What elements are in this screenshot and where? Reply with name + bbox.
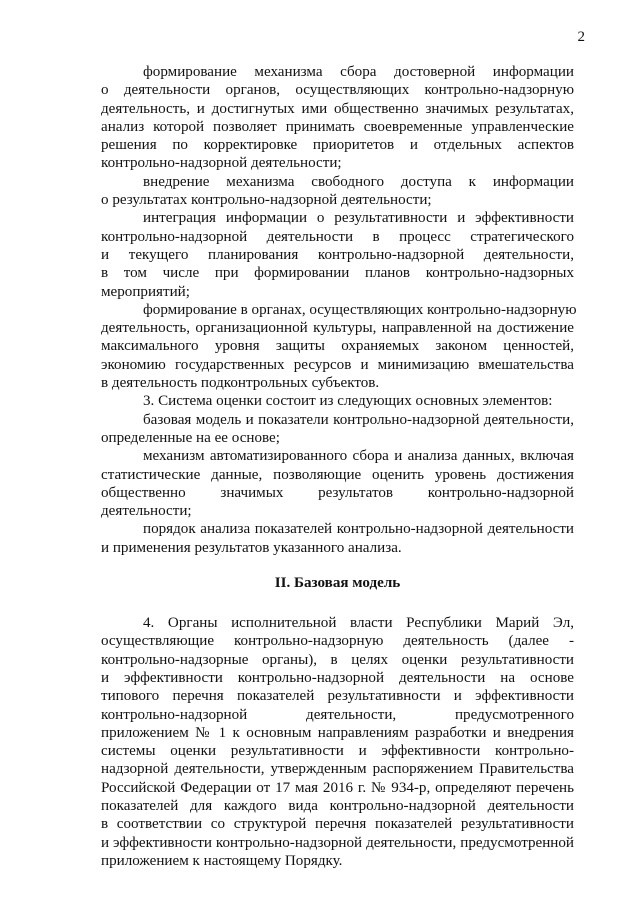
text-line: типового перечня показателей результативности и эффективности (101, 688, 574, 705)
text-line: контрольно-надзорные органы), в целях оценки результативности (101, 651, 574, 668)
text-line: базовая модель и показатели контрольно-надзорной деятельности, (143, 411, 574, 428)
text-line: приложением к настоящему Порядку. (101, 852, 343, 869)
text-line: механизм автоматизированного сбора и анализа данных, включая (143, 448, 574, 465)
paragraph (101, 520, 574, 557)
paragraph (101, 447, 574, 520)
text-line: Российской Федерации от 17 мая 2016 г. № 934-р, определяют перечень (101, 779, 574, 796)
text-line: формирование в органах, осуществляющих контрольно-надзорную (143, 301, 577, 318)
text-line: показателей для каждого вида контрольно-надзорной деятельности (101, 797, 574, 814)
text-line: формирование механизма сбора достоверной информации (143, 64, 574, 80)
text-line: контрольно-надзорной деятельности, предусмотренного (101, 706, 574, 723)
text-line: системы оценки результативности и эффективности контрольно- (101, 743, 574, 760)
text-line: общественно значимых результатов контрольно-надзорной (101, 484, 574, 501)
text-line: деятельность, и достигнутых ими общественно значимых результатах, (101, 100, 574, 117)
text-line: в деятельность подконтрольных субъектов. (101, 375, 380, 392)
paragraph (101, 411, 574, 448)
paragraph (101, 63, 574, 173)
text-line: о результатах контрольно-надзорной деятельности; (101, 192, 432, 209)
text-line: 4. Органы исполнительной власти Республики Марий Эл, (143, 615, 574, 632)
text-line: внедрение механизма свободного доступа к информации (143, 173, 574, 190)
text-line: деятельность, организационной культуры, направленной на достижение (101, 320, 574, 337)
text-line: о деятельности органов, осуществляющих контрольно-надзорную (101, 82, 574, 99)
paragraph (101, 173, 574, 210)
text-line: контрольно-надзорной деятельности в процесс стратегического (101, 228, 574, 245)
text-line: 3. Система оценки состоит из следующих основных элементов: (143, 393, 553, 410)
text-line: статистические данные, позволяющие оценить уровень достижения (101, 466, 574, 483)
section-heading: II. Базовая модель (274, 575, 401, 592)
text-line: порядок анализа показателей контрольно-надзорной деятельности (143, 521, 574, 538)
text-line: контрольно-надзорной деятельности; (101, 155, 342, 172)
text-line: анализ которой позволяет принимать своевременные управленческие (101, 118, 574, 135)
text-line: и текущего планирования контрольно-надзорной деятельности, (101, 246, 574, 263)
document-body (101, 63, 577, 870)
text-line: и применения результатов указанного анализа. (101, 539, 402, 556)
text-line: и эффективности контрольно-надзорной деятельности на основе (101, 669, 574, 686)
paragraph (101, 614, 574, 870)
paragraph (101, 209, 574, 300)
text-line: максимального уровня защиты охраняемых законом ценностей, (101, 338, 574, 355)
text-line: деятельности; (101, 503, 192, 520)
text-line: в том числе при формировании планов контрольно-надзорных (101, 265, 574, 282)
text-line: приложением № 1 к основным направлениям разработки и внедрения (101, 724, 574, 741)
text-line: определенные на ее основе; (101, 429, 280, 446)
text-line: мероприятий; (101, 283, 190, 300)
paragraph (101, 301, 577, 392)
text-line: экономию государственных ресурсов и минимизацию вмешательства (101, 356, 574, 373)
page-number: 2 (577, 29, 585, 45)
text-line: решения по корректировке приоритетов и отдельных аспектов (101, 137, 574, 154)
text-line: в соответствии со структурой перечня показателей результативности (101, 816, 574, 833)
paragraph (101, 392, 574, 410)
text-line: надзорной деятельности, утвержденным распоряжением Правительства (101, 761, 574, 778)
text-line: интеграция информации о результативности и эффективности (143, 210, 574, 227)
text-line: осуществляющие контрольно-надзорную деятельность (далее - (101, 633, 574, 650)
text-line: и эффективности контрольно-надзорной деятельности, предусмотренной (101, 834, 574, 851)
